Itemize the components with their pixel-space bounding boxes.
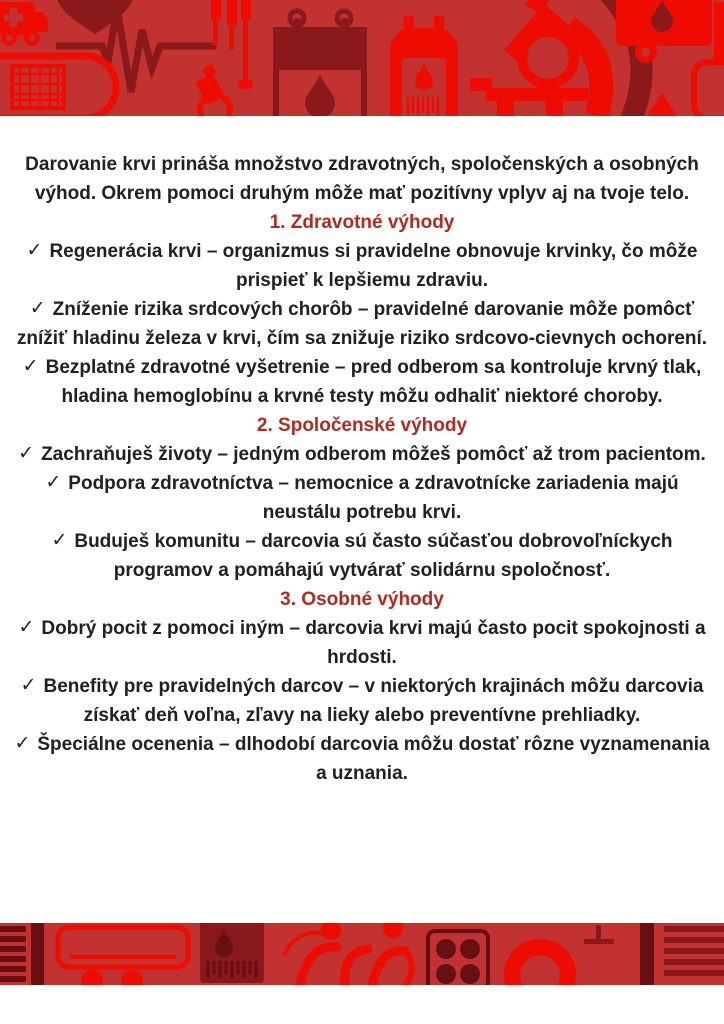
benefit-item — [8, 469, 716, 527]
benefit-item-text: Špeciálne ocenenia – dlhodobí darcovia môžu dostať rôzne vyznamenania a uznania. — [37, 734, 710, 784]
benefit-item-text: Benefity pre pravidelných darcov – v niektorých krajinách môžu darcovia získať deň voľna, zľavy na lieky alebo preventívne prehliadky. — [43, 676, 704, 726]
check-icon: ✓ — [45, 472, 62, 493]
benefit-item — [8, 730, 716, 788]
check-icon: ✓ — [14, 733, 31, 754]
benefit-item — [8, 527, 716, 585]
check-icon: ✓ — [29, 298, 46, 319]
benefit-item — [8, 353, 716, 411]
benefit-item-text: Bezplatné zdravotné vyšetrenie – pred odberom sa kontroluje krvný tlak, hladina hemoglobínu a krvné testy môžu odhaliť niektoré choroby. — [45, 357, 702, 407]
top-banner — [0, 0, 724, 116]
domino-dots-icon — [428, 931, 488, 985]
blood-bag-2-icon — [200, 923, 264, 983]
benefit-item-text: Regenerácia krvi – organizmus si pravidelne obnovuje krvinky, čo môže prispieť k lepšiemu zdraviu. — [49, 241, 698, 291]
benefit-item-text: Podpora zdravotníctva – nemocnice a zdravotnícke zariadenia majú neustálu potrebu krvi. — [68, 473, 679, 523]
benefit-item — [8, 672, 716, 730]
section-1-heading: 1. Zdravotné výhody — [269, 212, 455, 233]
section-3-heading: 3. Osobné výhody — [280, 589, 444, 610]
benefit-item-text: Buduješ komunitu – darcovia sú často súčasťou dobrovoľníckych programov a pomáhajú vytvárať solidárnu spoločnosť. — [74, 531, 673, 581]
check-icon: ✓ — [18, 443, 35, 464]
bottom-banner — [0, 923, 724, 985]
check-icon: ✓ — [22, 356, 39, 377]
benefit-item-text: Zachraňuješ životy – jedným odberom môžeš pomôcť až trom pacientom. — [41, 444, 706, 465]
check-icon: ✓ — [18, 617, 35, 638]
benefit-item — [8, 237, 716, 295]
bottom-banner-graphic — [0, 923, 724, 985]
benefits-text — [0, 116, 724, 923]
benefit-item — [8, 614, 716, 672]
section-2-heading: 2. Spoločenské výhody — [256, 415, 468, 436]
benefit-item-text: Dobrý pocit z pomoci iným – darcovia krvi majú často pocit spokojnosti a hrdosti. — [41, 618, 706, 668]
benefit-item-text: Zníženie rizika srdcových chorôb – pravidelné darovanie môže pomôcť znížiť hladinu železa v krvi, čím sa znižuje riziko srdcovo-cievnych ochorení. — [16, 299, 708, 349]
benefit-item — [8, 295, 716, 353]
check-icon: ✓ — [26, 240, 43, 261]
check-icon: ✓ — [51, 530, 68, 551]
benefit-item — [8, 440, 716, 469]
top-banner-graphic — [0, 0, 724, 116]
check-icon: ✓ — [20, 675, 37, 696]
intro-paragraph: Darovanie krvi prináša množstvo zdravotných, spoločenských a osobných výhod. Okrem pomoci druhým môže mať pozitívny vplyv aj na tvoje telo. — [25, 154, 699, 204]
